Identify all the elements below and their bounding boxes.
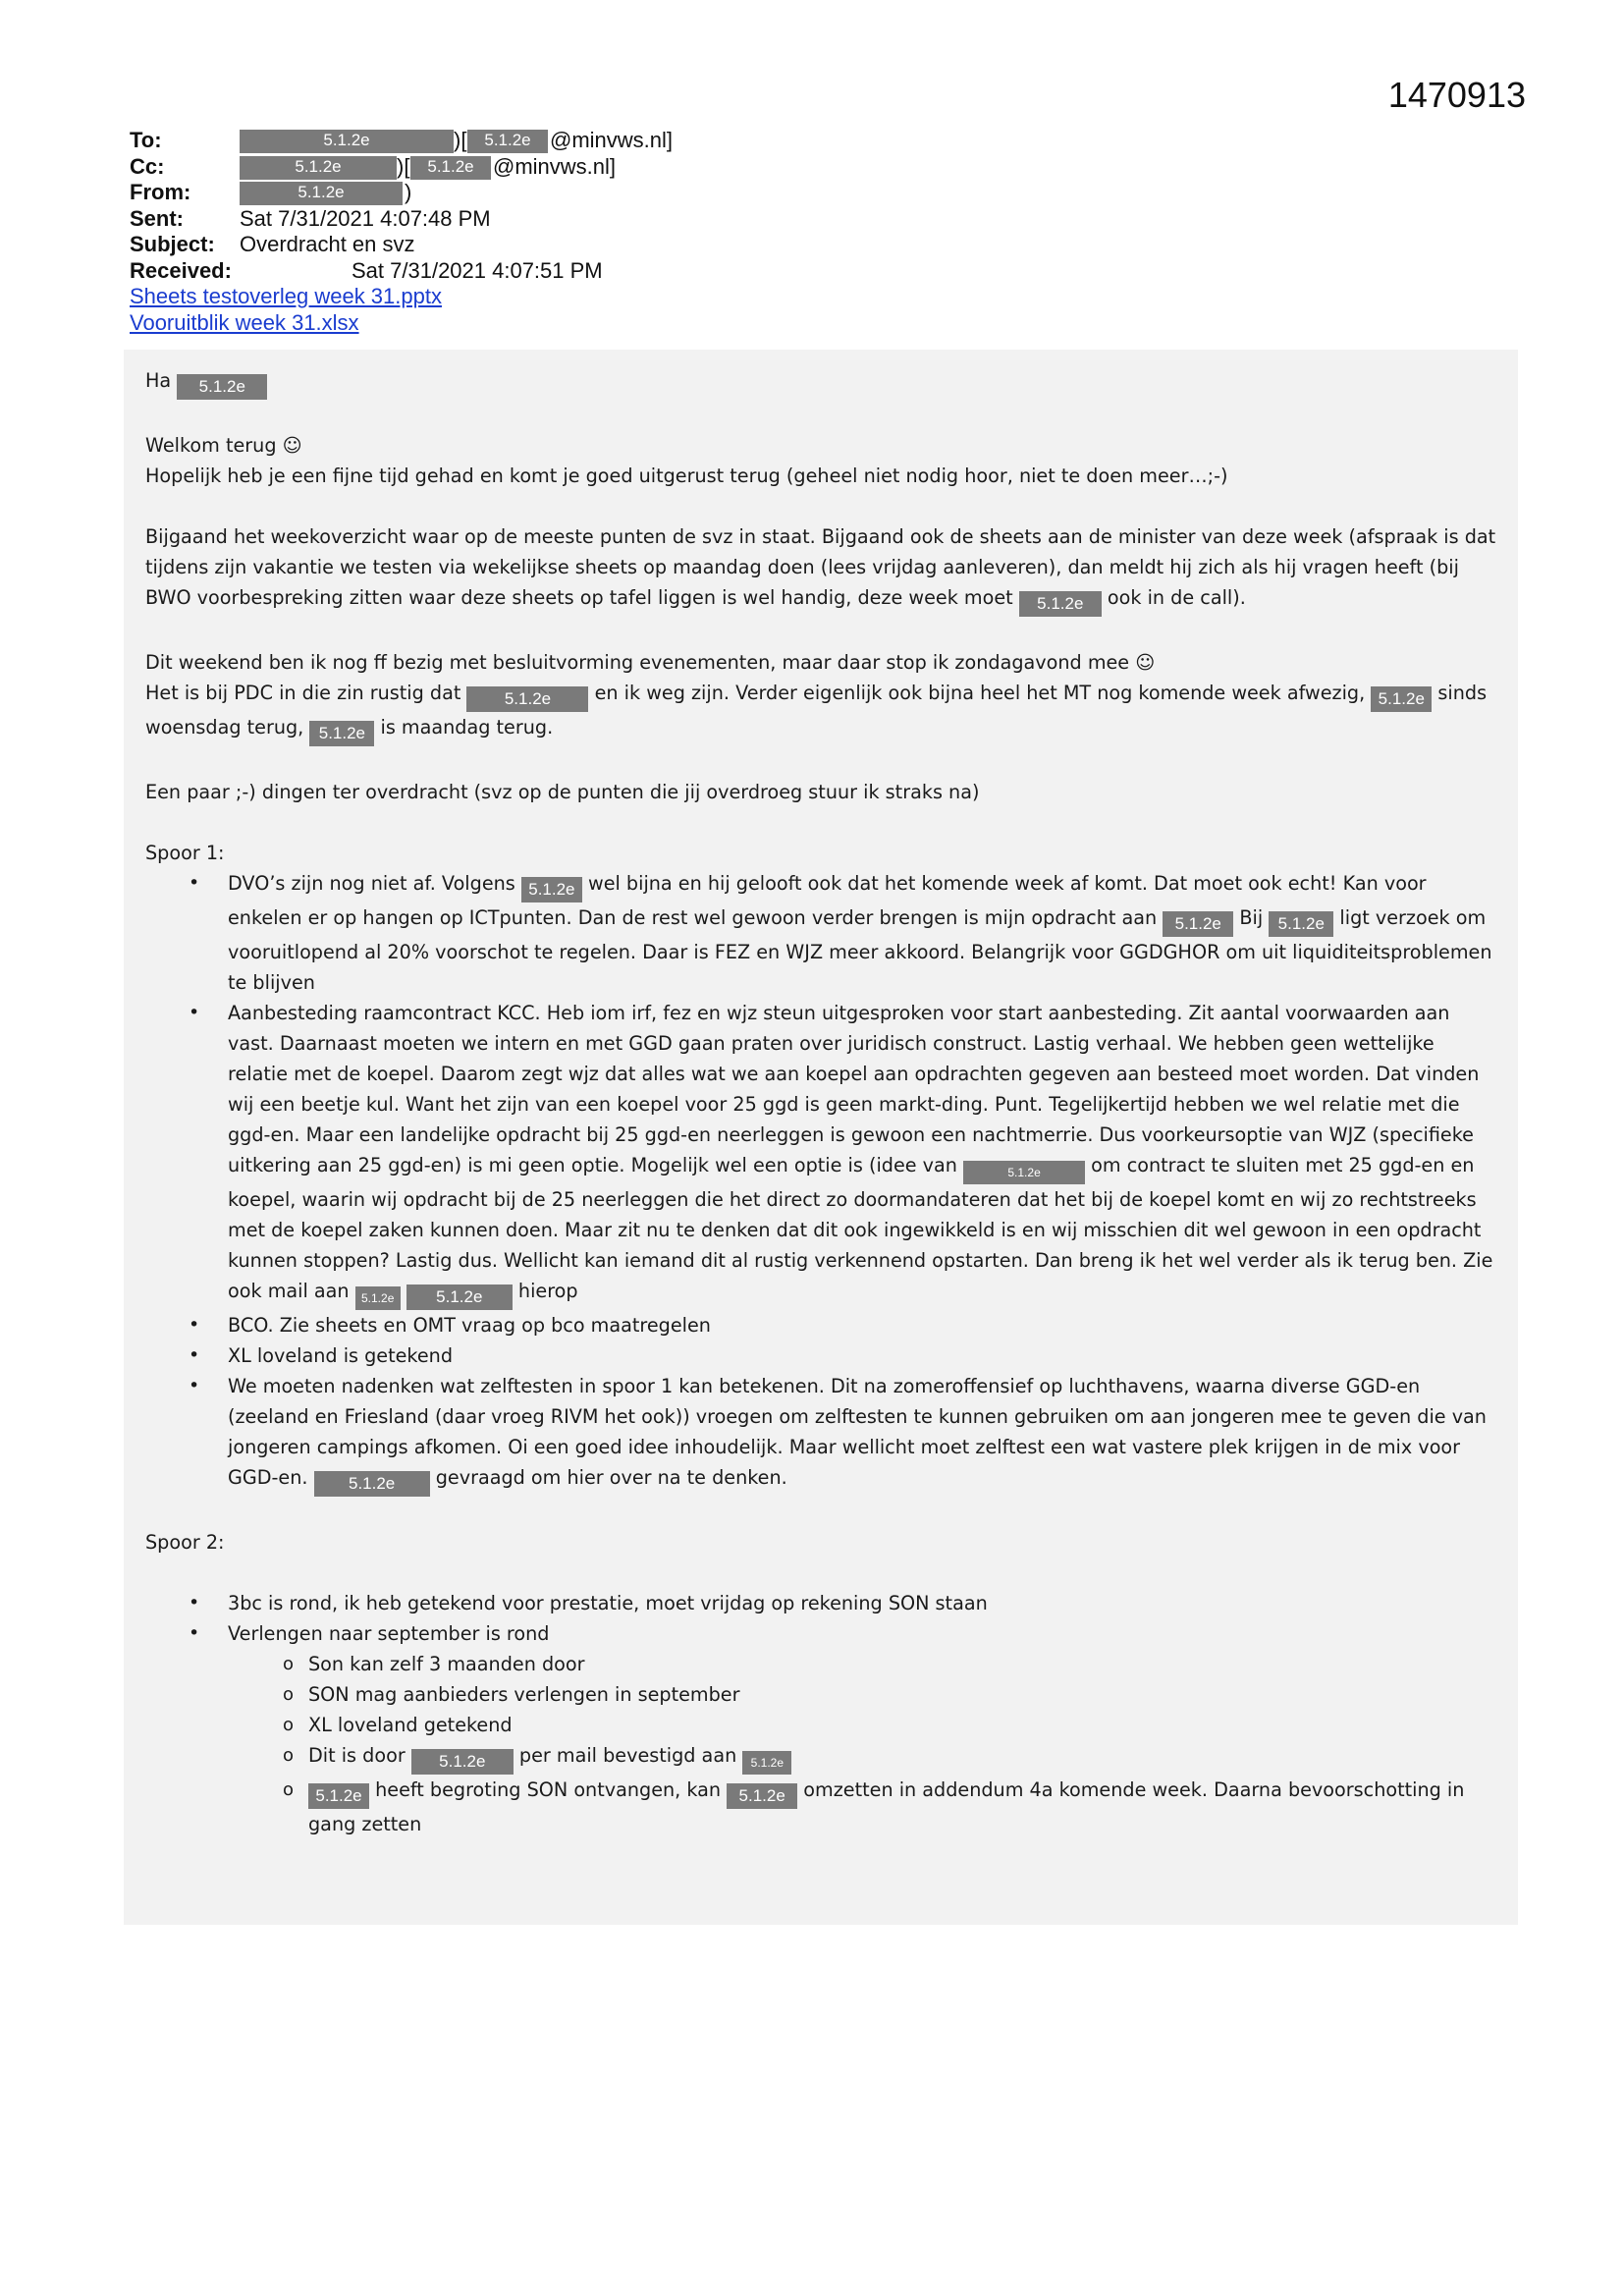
text-span: DVO’s zijn nog niet af. Volgens: [228, 872, 515, 895]
hope-line: Hopelijk heb je een fijne tijd gehad en komt je goed uitgerust terug (geheel niet nodig hoor, niet te doen meer…;-): [145, 465, 1228, 487]
sub-list-item: o SON mag aanbieders verlengen in september: [308, 1679, 1496, 1710]
email-body: [145, 365, 1496, 1839]
redaction-box: 5.1.2e: [314, 1471, 430, 1497]
email-header: [130, 128, 1465, 336]
to-bracket: )[: [454, 128, 467, 152]
attachment-link-xlsx[interactable]: Vooruitblik week 31.xlsx: [130, 309, 359, 335]
text-span: en ik weg zijn. Verder eigenlijk ook bijna heel het MT nog komende week afwezig,: [594, 682, 1366, 704]
spoor-1-list: [145, 868, 1496, 1497]
cc-label: Cc:: [130, 153, 165, 179]
sub-list-item: [308, 1740, 1496, 1775]
spoor-1-heading: Spoor 1:: [145, 842, 225, 864]
text-span: sinds woensdag terug,: [145, 682, 1488, 738]
sent-label: Sent:: [130, 205, 184, 231]
text-span: Bijgaand het weekoverzicht waar op de meeste punten de svz in staat. Bijgaand ook de sheets aan de minister van deze week (afspraak is dat tijdens zijn vakantie we testen via wekelijkse sheets op maandag doen (lees vrijdag aanleveren), dan meldt hij zich als hij vragen heeft (bij BWO voorbespreking zitten waar deze sheets op tafel liggen is wel handig, deze week moet: [145, 525, 1496, 609]
list-item: [228, 1371, 1496, 1497]
paragraph-overdracht: Een paar ;-) dingen ter overdracht (svz op de punten die jij overdroeg stuur ik straks na): [145, 781, 980, 803]
redaction-box: 5.1.2e: [240, 182, 403, 205]
redaction-box: 5.1.2e: [355, 1286, 401, 1310]
paragraph-weekoverzicht: [145, 521, 1496, 617]
received-row: [130, 258, 1465, 285]
redaction-box: 5.1.2e: [177, 374, 267, 400]
text-span: ligt verzoek om vooruitlopend al 20% voorschot te regelen. Daar is FEZ en WJZ meer akkoord. Belangrijk voor GGDGHOR om uit liquiditeitsproblemen te blijven: [228, 906, 1492, 994]
redaction-box: 5.1.2e: [742, 1751, 791, 1775]
from-row: [130, 180, 1465, 206]
list-item: • 3bc is rond, ik heb getekend voor prestatie, moet vrijdag op rekening SON staan: [228, 1588, 1496, 1618]
cc-domain: @minvws.nl]: [493, 153, 617, 179]
attachment-link-pptx[interactable]: Sheets testoverleg week 31.pptx: [130, 284, 442, 308]
cc-bracket: )[: [397, 153, 410, 179]
text-span: ook in de call).: [1107, 586, 1246, 609]
subject-label: Subject:: [130, 232, 215, 256]
sent-value: Sat 7/31/2021 4:07:48 PM: [240, 205, 491, 231]
spoor-2-heading: Spoor 2:: [145, 1531, 225, 1554]
redaction-box: 5.1.2e: [467, 130, 548, 153]
greeting-text: Ha: [145, 369, 172, 392]
redaction-box: 5.1.2e: [1019, 591, 1102, 617]
to-label: To:: [130, 128, 162, 152]
redaction-box: 5.1.2e: [521, 877, 582, 902]
to-domain: @minvws.nl]: [550, 128, 674, 152]
redaction-box: 5.1.2e: [308, 1783, 369, 1809]
list-item: • BCO. Zie sheets en OMT vraag op bco maatregelen: [228, 1310, 1496, 1340]
text-span: wel bijna en hij gelooft ook dat het komende week af komt. Dat moet ook echt! Kan voor enkelen er op hangen op ICTpunten. Dan de rest wel gewoon verder brengen is mijn opdracht aan: [228, 872, 1427, 929]
redaction-box: 5.1.2e: [727, 1783, 797, 1809]
redaction-box: 5.1.2e: [963, 1161, 1085, 1184]
text-span: per mail bevestigd aan: [518, 1744, 737, 1767]
paragraph-pdc: [145, 678, 1496, 746]
redaction-box: 5.1.2e: [411, 1749, 514, 1775]
text-span: omzetten in addendum 4a komende week. Daarna bevoorschotting in gang zetten: [308, 1778, 1465, 1835]
redaction-box: 5.1.2e: [240, 156, 397, 180]
text-span: Bij: [1239, 906, 1264, 929]
redaction-box: 5.1.2e: [1269, 911, 1333, 937]
list-item: • XL loveland is getekend: [228, 1340, 1496, 1371]
list-item: [228, 868, 1496, 998]
redaction-box: 5.1.2e: [309, 721, 374, 746]
text-span: hierop: [517, 1280, 578, 1302]
from-paren: ): [405, 180, 412, 204]
redaction-box: 5.1.2e: [406, 1285, 513, 1310]
redaction-box: 5.1.2e: [1163, 911, 1233, 937]
welcome-line: Welkom terug ☺: [145, 434, 302, 457]
redaction-box: 5.1.2e: [1371, 686, 1432, 712]
to-row: [130, 128, 1465, 154]
redaction-box: 5.1.2e: [410, 156, 491, 180]
text-span: We moeten nadenken wat zelftesten in spoor 1 kan betekenen. Dit na zomeroffensief op luchthavens, waarna diverse GGD-en (zeeland en Friesland (daar vroeg RIVM het ook)) vroegen om zelftesten te kunnen gebruiken om aan jongeren mee te geven die van jongeren campings afkomen. Oi een goed idee inhoudelijk. Maar wellicht moet zelftest een wat vastere plek krijgen in de mix voor GGD-en.: [228, 1375, 1487, 1489]
redaction-box: 5.1.2e: [240, 130, 454, 153]
list-item: [228, 1618, 1496, 1839]
text-span: gevraagd om hier over na te denken.: [435, 1466, 787, 1489]
text-span: om contract te sluiten met 25 ggd-en en koepel, waarin wij opdracht bij de 25 neerleggen die het direct zo doormandateren dat het bij de koepel komt en wij zo rechtstreeks met de koepel zaken kunnen doen. Maar zit nu te denken dat dit ook ingewikkeld is en wij misschien dit wel gewoon in een opdracht kunnen stoppen? Lastig dus. Wellicht kan iemand dit al rustig verkennend opstarten. Dan breng ik het wel verder als ik terug ben. Zie ook mail aan: [228, 1154, 1493, 1302]
redaction-box: 5.1.2e: [466, 686, 588, 712]
greeting-line: [145, 365, 1496, 400]
spoor-2-sublist: [228, 1649, 1496, 1839]
sub-list-item: o Son kan zelf 3 maanden door: [308, 1649, 1496, 1679]
sub-list-item: o XL loveland getekend: [308, 1710, 1496, 1740]
list-item: [228, 998, 1496, 1310]
text-span: is maandag terug.: [380, 716, 554, 738]
text-span: Aanbesteding raamcontract KCC. Heb iom irf, fez en wjz steun uitgesproken voor start aanbesteding. Zit aantal voorwaarden aan vast. Daarnaast moeten we intern en met GGD gaan praten over juridisch construct. Lastig verhaal. We hebben geen wettelijke relatie met de koepel. Daarom zegt wjz dat alles wat we aan koepel aan opdrachten gegeven aan besteed moet worden. Dat vinden wij een beetje kul. Want het zijn van een koepel voor 25 ggd is geen markt-ding. Punt. Tegelijkertijd hebben we wel relatie met die ggd-en. Maar een landelijke opdracht bij 25 ggd-en neerleggen is gewoon een nachtmerrie. Dus voorkeursoptie van WJZ (specifieke uitkering aan 25 ggd-en) is mi geen optie. Mogelijk wel een optie is (idee van: [228, 1002, 1480, 1176]
spoor-2-list: [145, 1588, 1496, 1839]
text-span: Verlengen naar september is rond: [228, 1622, 550, 1645]
text-span: Dit is door: [308, 1744, 406, 1767]
paragraph-weekend: Dit weekend ben ik nog ff bezig met besluitvorming evenementen, maar daar stop ik zondagavond mee ☺: [145, 651, 1156, 674]
sub-list-item: [308, 1775, 1496, 1839]
subject-value: Overdracht en svz: [240, 232, 415, 256]
received-label: Received:: [130, 257, 232, 283]
text-span: Het is bij PDC in die zin rustig dat: [145, 682, 461, 704]
document-id: 1470913: [1387, 75, 1526, 115]
subject-row: [130, 232, 1465, 258]
text-span: heeft begroting SON ontvangen, kan: [375, 1778, 722, 1801]
received-value: Sat 7/31/2021 4:07:51 PM: [352, 257, 603, 283]
cc-row: [130, 154, 1465, 181]
from-label: From:: [130, 180, 191, 204]
sent-row: [130, 206, 1465, 233]
